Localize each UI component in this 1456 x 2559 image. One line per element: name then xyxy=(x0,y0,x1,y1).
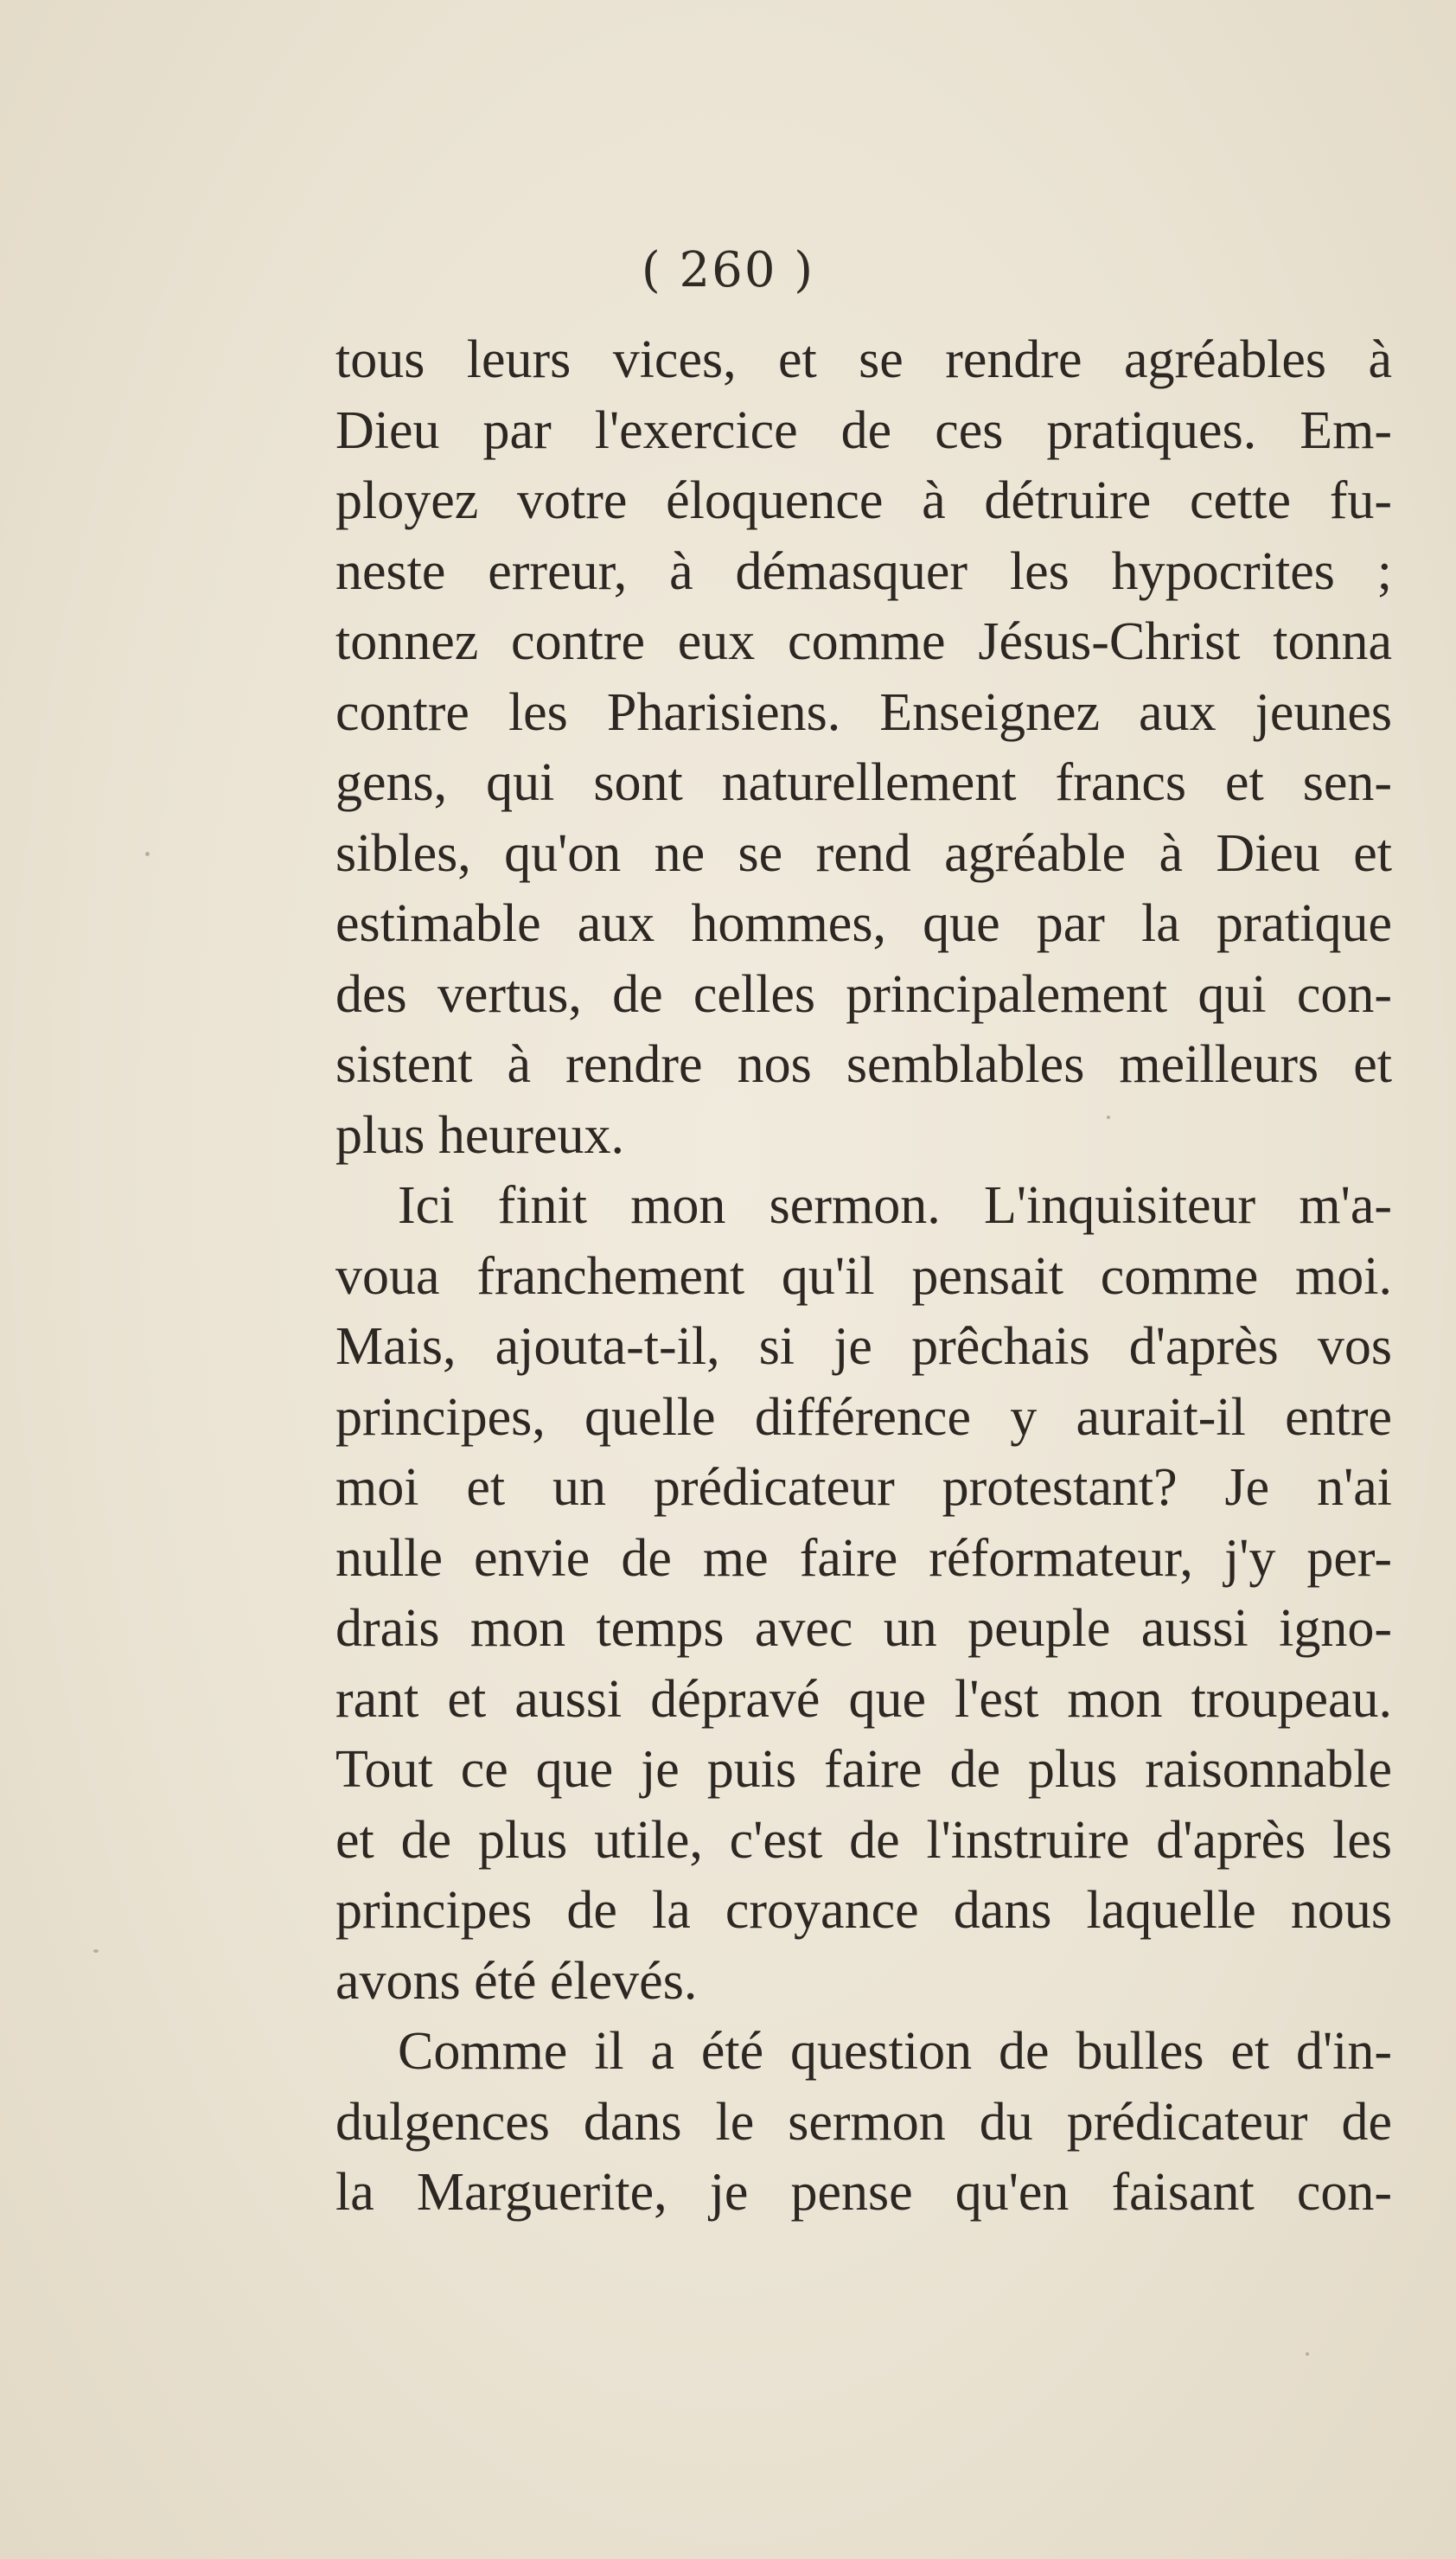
text-line: ployez votre éloquence à détruire cette fu- xyxy=(335,471,1392,530)
text-line: neste erreur, à démasquer les hypocrites ; xyxy=(335,541,1392,601)
text-line: tous leurs vices, et se rendre agréables à xyxy=(335,330,1392,389)
body-text xyxy=(335,325,1392,2229)
text-line: plus heureux. xyxy=(335,1105,625,1165)
text-line: dulgences dans le sermon du prédicateur de xyxy=(335,2092,1392,2152)
text-line: Tout ce que je puis faire de plus raisonnable xyxy=(335,1740,1392,1799)
text-line: principes de la croyance dans laquelle nous xyxy=(335,1881,1392,1940)
text-line: estimable aux hommes, que par la pratique xyxy=(335,894,1392,953)
text-line: rant et aussi dépravé que l'est mon troupeau. xyxy=(335,1669,1392,1729)
text-line: et de plus utile, c'est de l'instruire d'après les xyxy=(335,1810,1392,1870)
text-line: Comme il a été question de bulles et d'in- xyxy=(398,2022,1392,2081)
text-line: Dieu par l'exercice de ces pratiques. Em- xyxy=(335,400,1392,460)
text-line: la Marguerite, je pense qu'en faisant con- xyxy=(335,2163,1392,2222)
paper-speck xyxy=(1306,2352,1309,2356)
text-line: des vertus, de celles principalement qui con- xyxy=(335,964,1392,1024)
text-line: contre les Pharisiens. Enseignez aux jeunes xyxy=(335,682,1392,742)
text-line: tonnez contre eux comme Jésus-Christ tonna xyxy=(335,612,1392,671)
text-line: avons été élevés. xyxy=(335,1951,698,2011)
page-number: ( 260 ) xyxy=(641,242,815,298)
text-line: Mais, ajouta-t-il, si je prêchais d'après vos xyxy=(335,1317,1392,1376)
paper-speck xyxy=(145,852,150,856)
text-line: principes, quelle différence y aurait-il entre xyxy=(335,1387,1392,1447)
text-line: nulle envie de me faire réformateur, j'y per- xyxy=(335,1528,1392,1588)
text-line: drais mon temps avec un peuple aussi igno- xyxy=(335,1599,1392,1658)
text-line: voua franchement qu'il pensait comme moi. xyxy=(335,1246,1392,1306)
text-line: sibles, qu'on ne se rend agréable à Dieu et xyxy=(335,823,1392,883)
text-line: gens, qui sont naturellement francs et sen- xyxy=(335,753,1392,812)
paper-speck xyxy=(93,1949,99,1953)
text-line: Ici finit mon sermon. L'inquisiteur m'a- xyxy=(398,1176,1392,1235)
text-line: moi et un prédicateur protestant? Je n'ai xyxy=(335,1458,1392,1517)
text-line: sistent à rendre nos semblables meilleurs et xyxy=(335,1035,1392,1094)
